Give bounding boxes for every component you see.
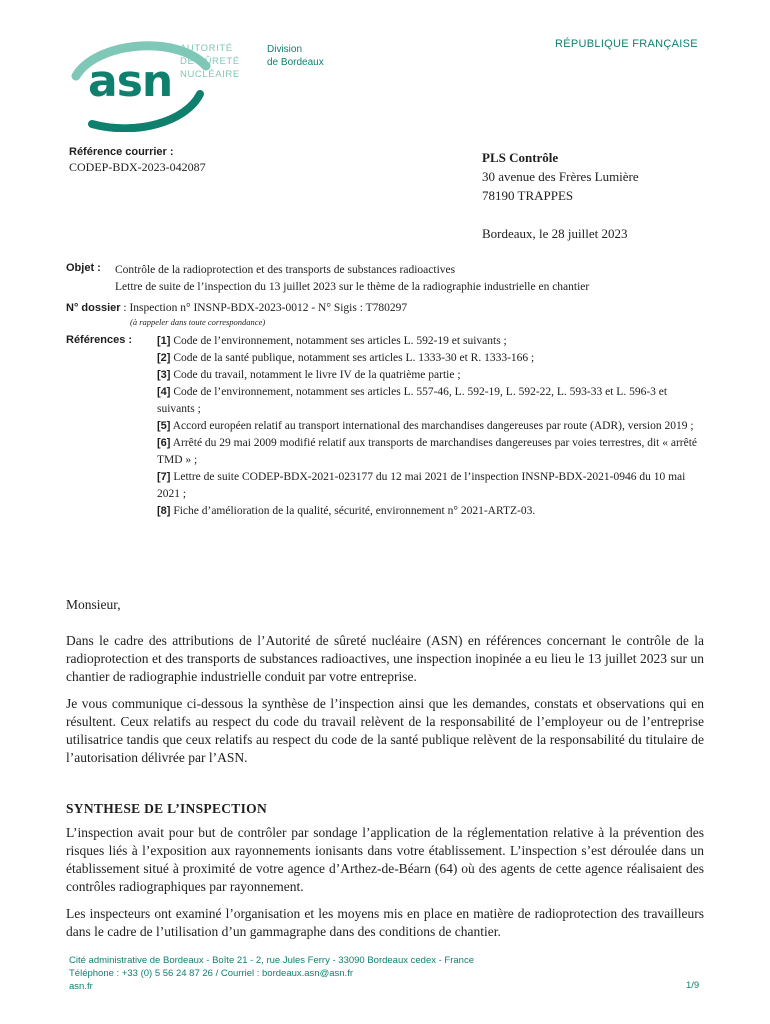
section-title: SYNTHESE DE L’INSPECTION [66,801,268,816]
objet-text: Contrôle de la radioprotection et des transports de substances radioactives Lettre de suite de l’inspection du 13 juillet 2023 sur le thème de la radiographie industrielle en chantier [115,264,590,293]
division-label: Division de Bordeaux [267,44,324,68]
page-number: 1/9 [686,980,700,991]
footer-address: Cité administrative de Bordeaux - Boîte 21 - 2, rue Jules Ferry - 33090 Bordeaux cedex - France [69,955,475,966]
reference-item: [4] Code de l’environnement, notamment ses articles L. 557-46, L. 592-19, L. 592-22, L. 593-33 et L. 596-3 et suivants ; [157,386,668,415]
salutation: Monsieur, [66,597,121,612]
recipient-city: 78190 TRAPPES [482,188,574,203]
paragraph-inspecteurs: Les inspecteurs ont examiné l’organisation et les moyens mis en place en matière de radioprotection des travailleurs dans le cadre de l’utilisation d’un gammagraphe dans des conditions de chantier. [66,906,704,939]
asn-logo [66,36,246,132]
republique-label: RÉPUBLIQUE FRANÇAISE [555,38,698,50]
dossier-label: N° dossier [66,302,121,314]
logo-text: asn [88,56,173,107]
references-label: Références : [66,334,133,346]
reference-item: [5] Accord européen relatif au transport international des marchandises dangereuses par route (ADR), version 2019 ; [157,420,694,432]
recipient-address [482,148,639,205]
footer [69,954,474,993]
reference-item: [3] Code du travail, notamment le livre IV de la quatrième partie ; [157,369,461,381]
footer-contact: Téléphone : +33 (0) 5 56 24 87 26 / Courriel : bordeaux.asn@asn.fr [69,968,353,979]
letter-date: Bordeaux, le 28 juillet 2023 [482,226,628,241]
reference-item: [8] Fiche d’amélioration de la qualité, sécurité, environnement n° 2021-ARTZ-03. [157,505,536,517]
reference-item: [1] Code de l’environnement, notamment ses articles L. 592-19 et suivants ; [157,335,507,347]
references-list [157,333,705,520]
paragraph-synthese: L’inspection avait pour but de contrôler par sondage l’application de la réglementation relative à la prévention des risques liés à l’exposition aux rayonnements ionisants dans votre établissement. L’inspection s’est déroulée dans un établissement situé à proximité de votre agence d’Arthez-de-Béarn (64) où des agents de cette agence réalisaient des contrôles radiographiques par rayonnement. [66,825,704,894]
reference-item: [2] Code de la santé publique, notamment ses articles L. 1333-30 et R. 1333-166 ; [157,352,535,364]
objet-label: Objet : [66,262,101,274]
footer-website[interactable]: asn.fr [69,981,93,992]
paragraph-intro: Dans le cadre des attributions de l’Autorité de sûreté nucléaire (ASN) en références concernant le contrôle de la radioprotection et des transports de substances radioactives, une inspection inopinée a eu lieu le 13 juillet 2023 sur un chantier de radiographie industrielle conduit par votre entreprise. [66,633,704,684]
dossier-note: (à rappeler dans toute correspondance) [130,317,266,327]
recipient-street: 30 avenue des Frères Lumière [482,169,639,184]
recipient-name: PLS Contrôle [482,150,559,165]
reference-value: CODEP-BDX-2023-042087 [69,160,206,174]
authority-name: AUTORITÉ DE SÛRETÉ NUCLÉAIRE [180,43,240,80]
paragraph-communication: Je vous communique ci-dessous la synthèse de l’inspection ainsi que les demandes, constats et observations qui en résultent. Ceux relatifs au respect du code du travail relèvent de la responsabilité de l’employeur ou de l’entreprise utilisatrice tandis que ceux relatifs au respect du code de la santé publique relèvent de la responsabilité du titulaire de l’autorisation délivrée par l’ASN. [66,696,704,765]
reference-item: [7] Lettre de suite CODEP-BDX-2021-023177 du 12 mai 2021 de l’inspection INSNP-BDX-2021-0946 du 10 mai 2021 ; [157,471,686,500]
dossier-text: : Inspection n° INSNP-BDX-2023-0012 - N° Sigis : T780297 [120,302,408,314]
reference-label: Référence courrier : [69,146,174,158]
reference-item: [6] Arrêté du 29 mai 2009 modifié relatif aux transports de marchandises dangereuses par voies terrestres, dit « arrêté TMD » ; [157,437,698,466]
dossier-line [66,300,706,317]
